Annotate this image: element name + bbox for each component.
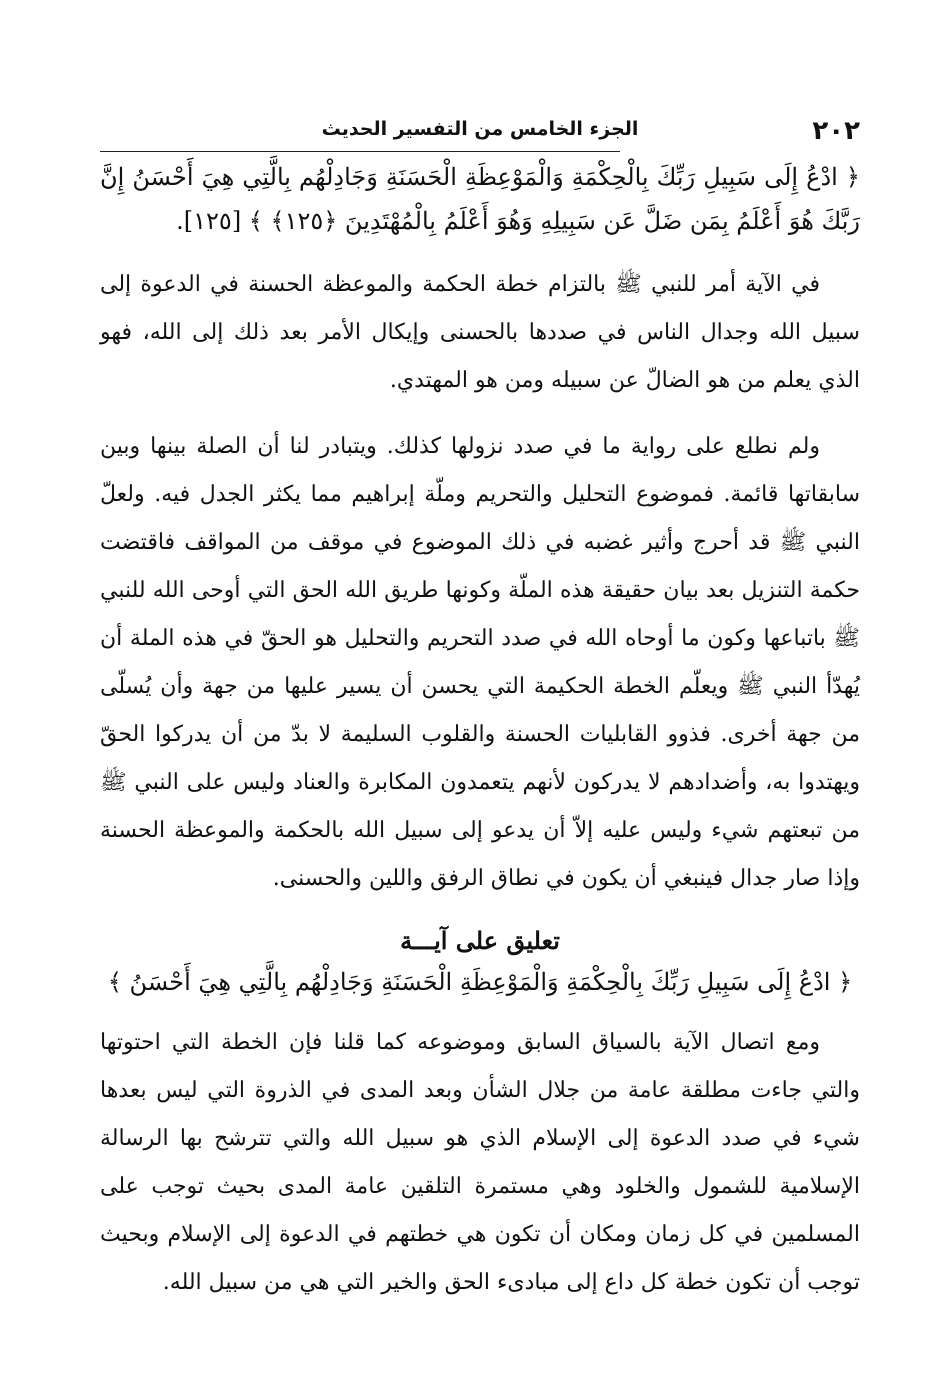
quran-verse: ﴿ ادْعُ إِلَى سَبِيلِ رَبِّكَ بِالْحِكْمَةِ وَالْمَوْعِظَةِ الْحَسَنَةِ وَجَادِلْهُم بِالَّتِي هِيَ أَحْسَنُ إِنَّ رَبَّكَ هُوَ أَعْلَمُ بِمَن ضَلَّ عَن سَبِيلِهِ وَهُوَ أَعْلَمُ بِالْمُهْتَدِينَ ﴿١٢٥﴾ ﴾ [١٢٥]. bbox=[100, 163, 860, 235]
paragraph-1: في الآية أمر للنبي ﷺ بالتزام خطة الحكمة والموعظة الحسنة في الدعوة إلى سبيل الله وجدال الناس في صددها بالحسنى وإيكال الأمر بعد ذلك إلى الله، فهو الذي يعلم من هو الضالّ عن سبيله ومن هو المهتدي. bbox=[100, 272, 860, 393]
page-content bbox=[100, 155, 860, 1325]
paragraph-2: ولم نطلع على رواية ما في صدد نزولها كذلك. ويتبادر لنا أن الصلة بينها وبين سابقاتها قائمة. فموضوع التحليل والتحريم وملّة إبراهيم مما يكثر الجدل فيه. ولعلّ النبي ﷺ قد أحرج وأثير غضبه في ذلك الموضوع في موقف من المواقف فاقتضت حكمة التنزيل بعد بيان حقيقة هذه الملّة وكونها طريق الله الحق التي أوحى الله للنبي ﷺ باتباعها وكون ما أوحاه الله في صدد التحريم والتحليل هو الحقّ في هذه الملة أن يُهدّأ النبي ﷺ ويعلّم الخطة الحكيمة التي يحسن أن يسير عليها من جهة وأن يُسلّى من جهة أخرى. فذوو القابليات الحسنة والقلوب السليمة لا بدّ من أن يدركوا الحقّ ويهتدوا به، وأضدادهم لا يدركون لأنهم يتعمدون المكابرة والعناد وليس على النبي ﷺ من تبعتهم شيء وليس عليه إلاّ أن يدعو إلى سبيل الله بالحكمة والموعظة الحسنة وإذا صار جدال فينبغي أن يكون في نطاق الرفق واللين والحسنى. bbox=[100, 434, 860, 891]
section-title: تعليق على آيـــة bbox=[400, 926, 560, 955]
page-number: ٢٠٢ bbox=[812, 116, 860, 146]
header-rule bbox=[100, 151, 620, 152]
running-title: الجزء الخامس من التفسير الحديث bbox=[321, 118, 639, 140]
section-verse: ﴿ ادْعُ إِلَى سَبِيلِ رَبِّكَ بِالْحِكْمَةِ وَالْمَوْعِظَةِ الْحَسَنَةِ وَجَادِلْهُم بِالَّتِي هِيَ أَحْسَنُ ﴾ bbox=[107, 968, 853, 996]
section-paragraph: ومع اتصال الآية بالسياق السابق وموضوعه كما قلنا فإن الخطة التي احتوتها والتي جاءت مطلقة عامة من جلال الشأن وبعد المدى في الذروة التي ليس بعدها شيء في صدد الدعوة إلى الإسلام الذي هو سبيل الله والتي تترشح بها الرسالة الإسلامية للشمول والخلود وهي مستمرة التلقين عامة المدى بحيث توجب على المسلمين في كل زمان ومكان أن تكون هي خطتهم في الدعوة إلى الإسلام وبحيث توجب أن تكون خطة كل داع إلى مبادىء الحق والخير التي هي من سبيل الله. bbox=[100, 1030, 860, 1295]
page-header bbox=[100, 112, 860, 152]
